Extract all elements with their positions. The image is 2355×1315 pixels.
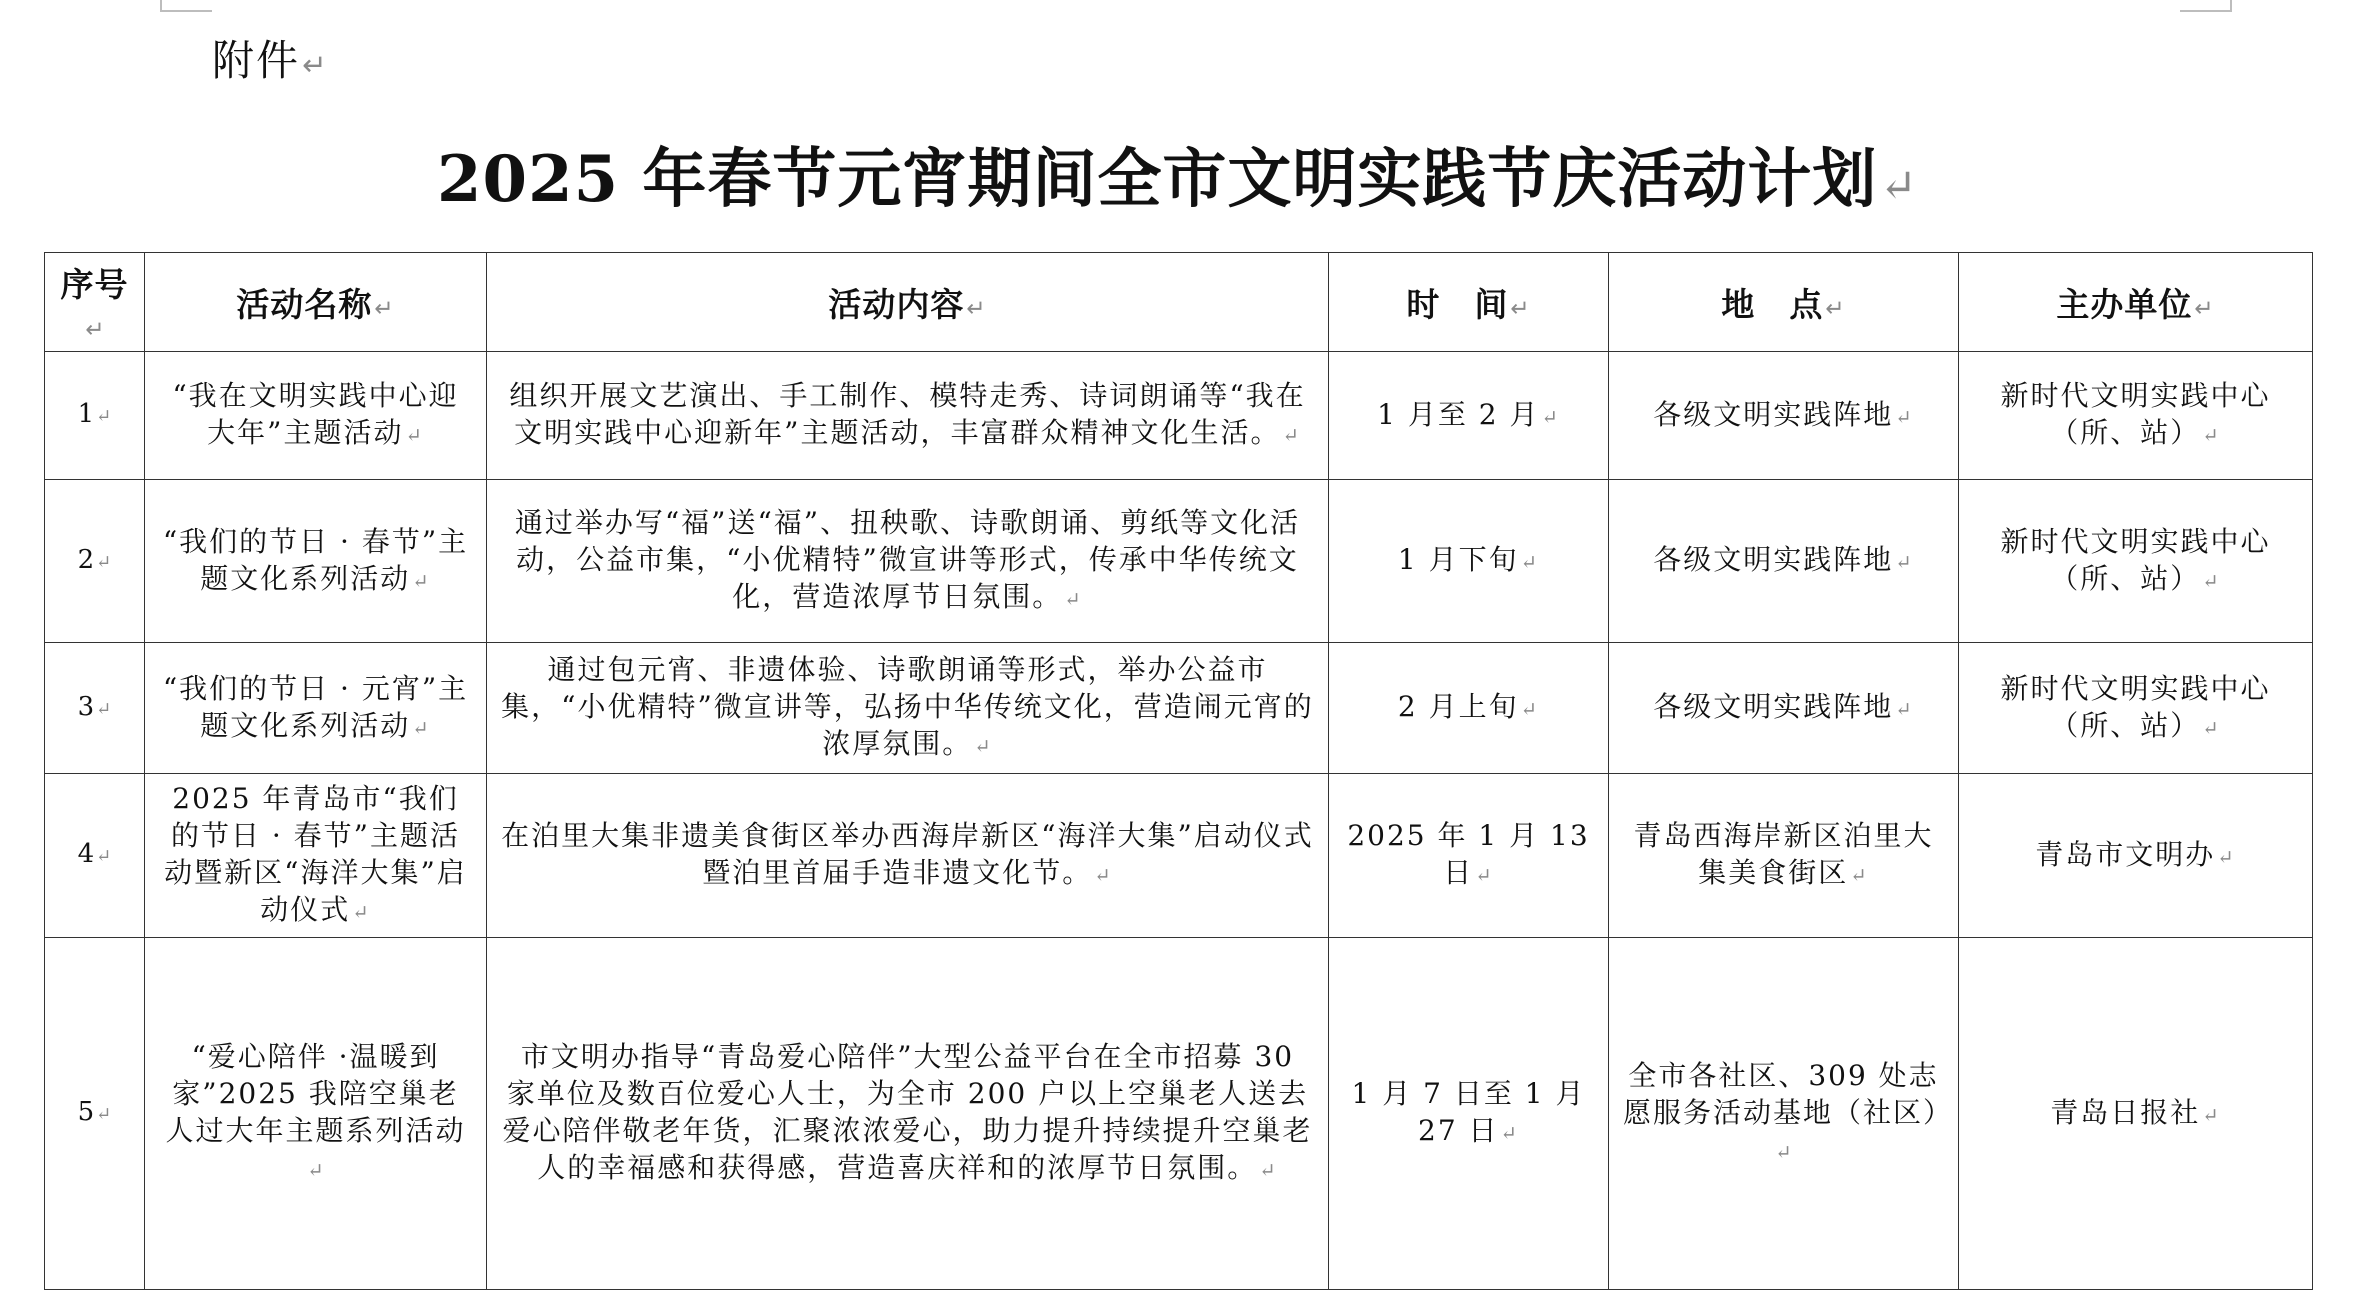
cell-activity-name: “我们的节日 · 元宵”主题文化系列活动 ↵ bbox=[145, 643, 487, 774]
table-row bbox=[45, 352, 2313, 480]
cell-time: 2 月上旬 ↵ bbox=[1329, 643, 1609, 774]
table-row bbox=[45, 938, 2313, 1290]
cell-activity-name: 2025 年青岛市“我们的节日 · 春节”主题活动暨新区“海洋大集”启动仪式 ↵ bbox=[145, 774, 487, 938]
activity-plan-table bbox=[44, 252, 2313, 1290]
cell-activity-content: 在泊里大集非遗美食街区举办西海岸新区“海洋大集”启动仪式暨泊里首届手造非遗文化节。 ↵ bbox=[487, 774, 1329, 938]
cell-seq: 3 ↵ bbox=[45, 643, 145, 774]
cell-organizer: 青岛日报社 ↵ bbox=[1959, 938, 2313, 1290]
table-row bbox=[45, 774, 2313, 938]
margin-corner-mark-right bbox=[2180, 0, 2232, 12]
cell-seq: 5 ↵ bbox=[45, 938, 145, 1290]
table-row bbox=[45, 643, 2313, 774]
cell-activity-content: 通过举办写“福”送“福”、扭秧歌、诗歌朗诵、剪纸等文化活动，公益市集，“小优精特”微宣讲等形式，传承中华传统文化，营造浓厚节日氛围。 ↵ bbox=[487, 480, 1329, 643]
cell-time: 2025 年 1 月 13 日 ↵ bbox=[1329, 774, 1609, 938]
table-header-row bbox=[45, 253, 2313, 352]
cell-seq: 4 ↵ bbox=[45, 774, 145, 938]
cell-organizer: 青岛市文明办 ↵ bbox=[1959, 774, 2313, 938]
cell-activity-content: 通过包元宵、非遗体验、诗歌朗诵等形式，举办公益市集，“小优精特”微宣讲等，弘扬中华传统文化，营造闹元宵的浓厚氛围。 ↵ bbox=[487, 643, 1329, 774]
cell-place: 各级文明实践阵地 ↵ bbox=[1609, 480, 1959, 643]
header-time: 时 间↵ bbox=[1329, 253, 1609, 352]
cell-activity-name: “我们的节日 · 春节”主题文化系列活动 ↵ bbox=[145, 480, 487, 643]
paragraph-mark: ↵ bbox=[302, 48, 329, 82]
cell-time: 1 月 7 日至 1 月 27 日 ↵ bbox=[1329, 938, 1609, 1290]
cell-place: 全市各社区、309 处志愿服务活动基地（社区）↵ bbox=[1609, 938, 1959, 1290]
cell-time: 1 月下旬 ↵ bbox=[1329, 480, 1609, 643]
cell-activity-content: 组织开展文艺演出、手工制作、模特走秀、诗词朗诵等“我在文明实践中心迎新年”主题活动，丰富群众精神文化生活。 ↵ bbox=[487, 352, 1329, 480]
header-activity-content: 活动内容↵ bbox=[487, 253, 1329, 352]
cell-seq: 2 ↵ bbox=[45, 480, 145, 643]
cell-activity-content: 市文明办指导“青岛爱心陪伴”大型公益平台在全市招募 30 家单位及数百位爱心人士，为全市 200 户以上空巢老人送去爱心陪伴敬老年货，汇聚浓浓爱心，助力提升持续提升空巢老人的幸福感和获得感，营造喜庆祥和的浓厚节日氛围。 ↵ bbox=[487, 938, 1329, 1290]
header-organizer: 主办单位↵ bbox=[1959, 253, 2313, 352]
cell-organizer: 新时代文明实践中心（所、站） ↵ bbox=[1959, 480, 2313, 643]
cell-place: 各级文明实践阵地 ↵ bbox=[1609, 352, 1959, 480]
cell-place: 各级文明实践阵地 ↵ bbox=[1609, 643, 1959, 774]
document-title: 2025 年春节元宵期间全市文明实践节庆活动计划↵ bbox=[437, 142, 1918, 217]
cell-seq: 1 ↵ bbox=[45, 352, 145, 480]
header-seq: 序号↵ bbox=[45, 253, 145, 352]
margin-corner-mark-left bbox=[160, 0, 212, 12]
header-place: 地 点↵ bbox=[1609, 253, 1959, 352]
cell-time: 1 月至 2 月 ↵ bbox=[1329, 352, 1609, 480]
cell-activity-name: “我在文明实践中心迎大年”主题活动 ↵ bbox=[145, 352, 487, 480]
paragraph-mark: ↵ bbox=[1879, 159, 1918, 212]
header-activity-name: 活动名称↵ bbox=[145, 253, 487, 352]
attachment-label: 附件↵ bbox=[212, 36, 329, 85]
cell-activity-name: “爱心陪伴 ·温暖到家”2025 我陪空巢老人过大年主题系列活动↵ bbox=[145, 938, 487, 1290]
table-row bbox=[45, 480, 2313, 643]
cell-organizer: 新时代文明实践中心（所、站） ↵ bbox=[1959, 643, 2313, 774]
cell-place: 青岛西海岸新区泊里大集美食街区 ↵ bbox=[1609, 774, 1959, 938]
cell-organizer: 新时代文明实践中心（所、站） ↵ bbox=[1959, 352, 2313, 480]
